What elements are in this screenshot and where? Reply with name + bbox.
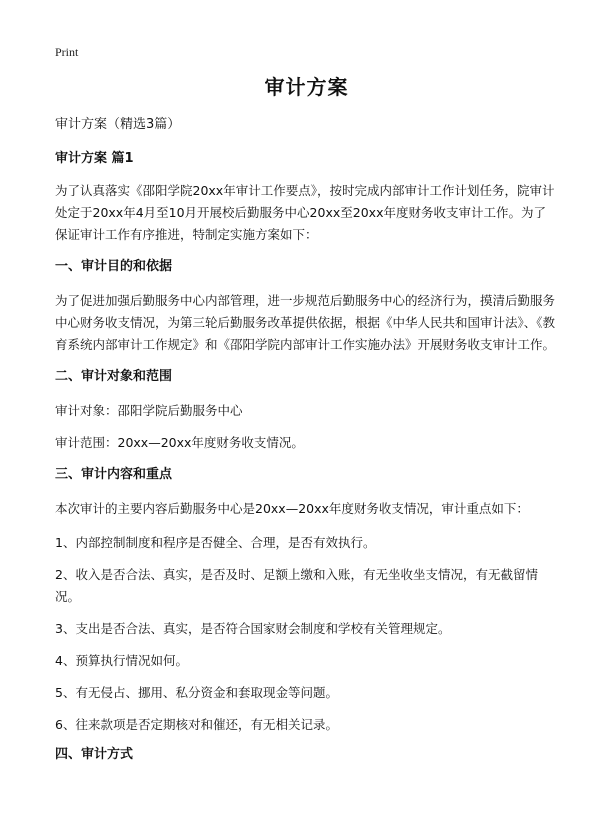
section-4-heading: 四、审计方式 (55, 747, 134, 762)
print-label: Print (55, 45, 79, 59)
section-3-intro: 本次审计的主要内容后勤服务中心是20xx—20xx年度财务收支情况，审计重点如下： (55, 501, 529, 516)
list-item: 4、预算执行情况如何。 (55, 653, 188, 668)
section-3-heading: 三、审计内容和重点 (55, 467, 173, 482)
section-1-body: 为了促进加强后勤服务中心内部管理，进一步规范后勤服务中心的经济行为，摸清后勤服务中心财务收支情况，为第三轮后勤服务改革提供依据，根据《中华人民共和国审计法》、《教育系统内部审计工作规定》和《邵阳学院内部审计工作实施办法》开展财务收支审计工作。 (55, 293, 556, 352)
intro-paragraph: 为了认真落实《邵阳学院20xx年审计工作要点》，按时完成内部审计工作计划任务，院审计处定于20xx年4月至10月开展校后勤服务中心20xx至20xx年度财务收支审计工作。为了保证审计工作有序推进，特制定实施方案如下： (55, 183, 555, 242)
document-title: 审计方案 (264, 75, 349, 99)
list-item: 1、内部控制制度和程序是否健全、合理，是否有效执行。 (55, 535, 376, 550)
list-item: 2、收入是否合法、真实，是否及时、足额上缴和入账，有无坐收坐支情况，有无截留情况。 (55, 567, 538, 604)
section-1-heading: 一、审计目的和依据 (55, 259, 173, 274)
audit-object: 审计对象：邵阳学院后勤服务中心 (55, 403, 243, 418)
list-item: 6、往来款项是否定期核对和催还，有无相关记录。 (55, 717, 338, 732)
chapter-heading: 审计方案 篇1 (55, 151, 134, 166)
section-2-heading: 二、审计对象和范围 (55, 369, 173, 384)
list-item: 5、有无侵占、挪用、私分资金和套取现金等问题。 (55, 685, 338, 700)
list-item: 3、支出是否合法、真实，是否符合国家财会制度和学校有关管理规定。 (55, 621, 451, 636)
audit-scope: 审计范围：20xx—20xx年度财务收支情况。 (55, 435, 304, 450)
document-subtitle: 审计方案（精选3篇） (55, 117, 181, 132)
